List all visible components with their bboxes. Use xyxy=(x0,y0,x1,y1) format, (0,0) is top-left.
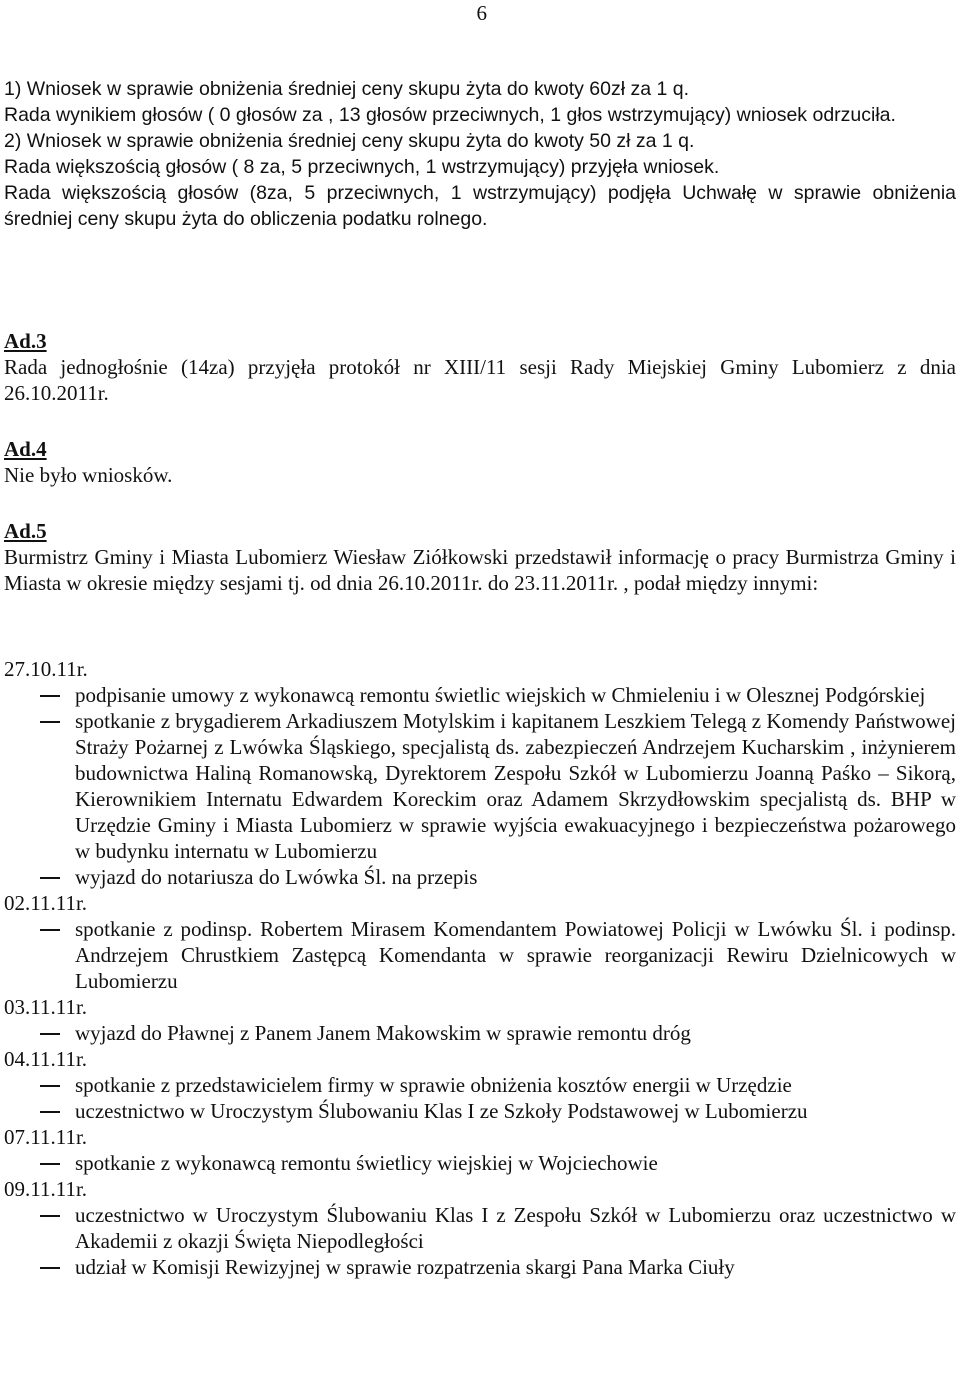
ad5-heading: Ad.5 xyxy=(4,519,47,543)
list-item: spotkanie z podinsp. Robertem Mirasem Komendantem Powiatowej Policji w Lwówku Śl. i podinsp. Andrzejem Chrustkiem Zastępcą Komendanta w sprawie reorganizacji Rewiru Dzielnicowych w Lubomierzu xyxy=(4,916,956,994)
activity-log xyxy=(4,656,956,1280)
ad5-text: Burmistrz Gminy i Miasta Lubomierz Wiesław Ziółkowski przedstawił informację o pracy Burmistrza Gminy i Miasta w okresie między sesjami tj. od dnia 26.10.2011r. do 23.11.2011r. , podał między innymi: xyxy=(4,545,956,595)
entry-list xyxy=(4,916,956,994)
list-item: spotkanie z brygadierem Arkadiuszem Motylskim i kapitanem Leszkiem Telegą z Komendy Państwowej Straży Pożarnej z Lwówka Śląskiego, specjalistą ds. zabezpieczeń Andrzejem Kucharskim , inżynierem budownictwa Haliną Romanowską, Dyrektorem Zespołu Szkół w Lubomierzu Joanną Paśko – Sikorą, Kierownikiem Internatu Edwardem Koreckim oraz Adamem Skrzydłowskim specjalistą ds. BHP w Urzędzie Gminy i Miasta Lubomierz w sprawie wyjścia ewakuacyjnego i bezpieczeństwa pożarowego w budynku internatu w Lubomierzu xyxy=(4,708,956,864)
ad4-text: Nie było wniosków. xyxy=(4,463,173,487)
entry-list xyxy=(4,1020,956,1046)
motion-2-result: Rada większością głosów ( 8 za, 5 przeciwnych, 1 wstrzymujący) przyjęła wniosek. xyxy=(4,156,720,178)
list-item: podpisanie umowy z wykonawcą remontu świetlic wiejskich w Chmieleniu i w Olesznej Podgórskiej xyxy=(4,682,956,708)
list-item: wyjazd do Pławnej z Panem Janem Makowskim w sprawie remontu dróg xyxy=(4,1020,956,1046)
entry-list xyxy=(4,682,956,890)
entry-date: 04.11.11r. xyxy=(4,1047,88,1071)
intro-section xyxy=(4,76,956,232)
list-item: spotkanie z przedstawicielem firmy w sprawie obniżenia kosztów energii w Urzędzie xyxy=(4,1072,956,1098)
ad3-section xyxy=(4,328,956,406)
entry-list xyxy=(4,1072,956,1124)
list-item: spotkanie z wykonawcą remontu świetlicy wiejskiej w Wojciechowie xyxy=(4,1150,956,1176)
ad3-heading: Ad.3 xyxy=(4,329,47,353)
entry-date: 09.11.11r. xyxy=(4,1177,88,1201)
entry-list xyxy=(4,1202,956,1280)
list-item: wyjazd do notariusza do Lwówka Śl. na przepis xyxy=(4,864,956,890)
motion-1-result: Rada wynikiem głosów ( 0 głosów za , 13 głosów przeciwnych, 1 głos wstrzymujący) wniosek odrzuciła. xyxy=(4,104,896,126)
ad3-text: Rada jednogłośnie (14za) przyjęła protokół nr XIII/11 sesji Rady Miejskiej Gminy Lubomierz z dnia 26.10.2011r. xyxy=(4,355,956,405)
list-item: udział w Komisji Rewizyjnej w sprawie rozpatrzenia skargi Pana Marka Ciuły xyxy=(4,1254,956,1280)
entry-list xyxy=(4,1150,956,1176)
ad4-heading: Ad.4 xyxy=(4,437,47,461)
resolution-text: Rada większością głosów (8za, 5 przeciwnych, 1 wstrzymujący) podjęła Uchwałę w sprawie obniżenia średniej ceny skupu żyta do obliczenia podatku rolnego. xyxy=(4,182,956,230)
list-item: uczestnictwo w Uroczystym Ślubowaniu Klas I ze Szkoły Podstawowej w Lubomierzu xyxy=(4,1098,956,1124)
ad5-section xyxy=(4,518,956,596)
page-number: 6 xyxy=(476,1,487,25)
entry-date: 27.10.11r. xyxy=(4,657,88,681)
ad4-section xyxy=(4,436,956,488)
motion-2: 2) Wniosek w sprawie obniżenia średniej ceny skupu żyta do kwoty 50 zł za 1 q. xyxy=(4,130,695,152)
entry-date: 02.11.11r. xyxy=(4,891,88,915)
list-item: uczestnictwo w Uroczystym Ślubowaniu Klas I z Zespołu Szkół w Lubomierzu oraz uczestnictwo w Akademii z okazji Święta Niepodległości xyxy=(4,1202,956,1254)
motion-1: 1) Wniosek w sprawie obniżenia średniej ceny skupu żyta do kwoty 60zł za 1 q. xyxy=(4,78,690,100)
entry-date: 03.11.11r. xyxy=(4,995,88,1019)
entry-date: 07.11.11r. xyxy=(4,1125,88,1149)
